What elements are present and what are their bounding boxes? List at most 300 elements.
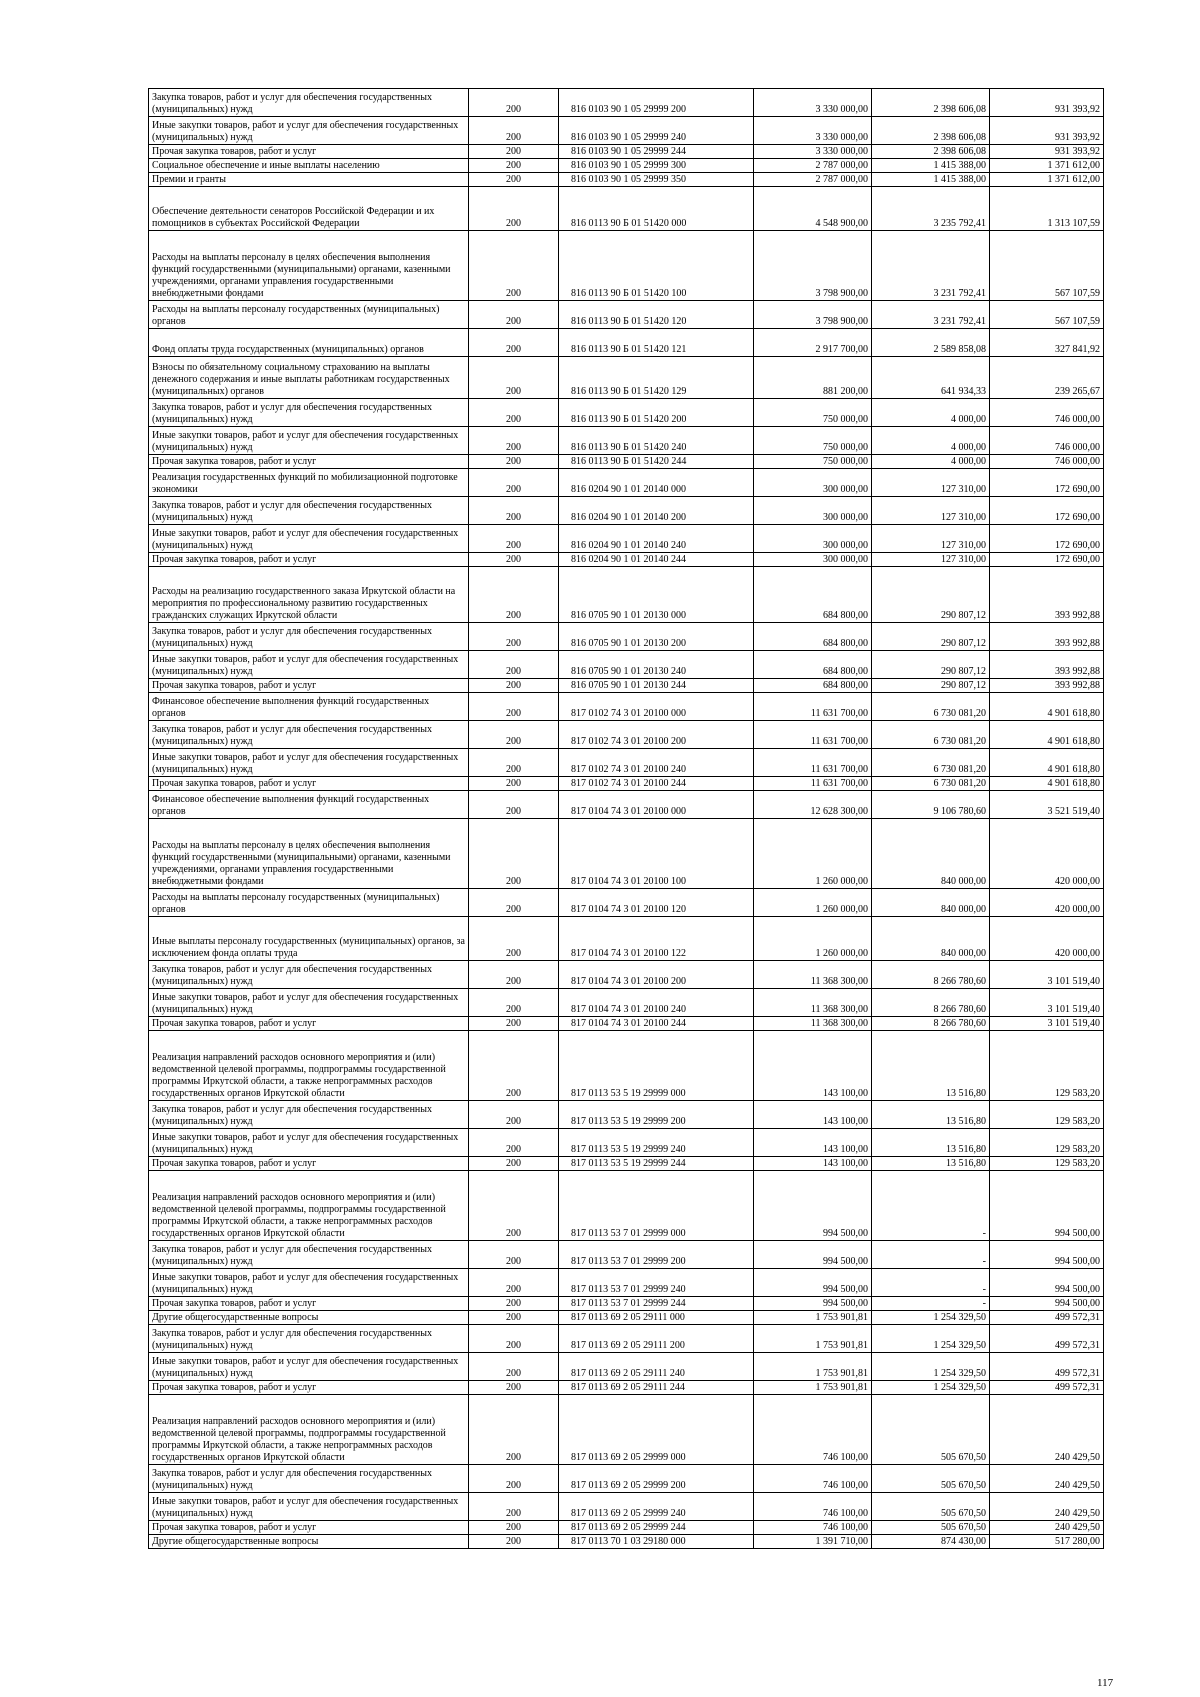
budget-classification-code-cell: 816 0705 90 1 01 20130 240 [559, 651, 754, 679]
table-row [149, 399, 1104, 427]
unexecuted-amount-cell: 240 429,50 [990, 1493, 1104, 1521]
executed-amount-cell: 127 310,00 [872, 525, 990, 553]
budget-classification-code-cell: 816 0113 90 Б 01 51420 100 [559, 231, 754, 301]
unexecuted-amount-cell: 327 841,92 [990, 329, 1104, 357]
line-code-cell: 200 [469, 1269, 559, 1297]
table-row [149, 1297, 1104, 1311]
approved-amount-cell: 3 798 900,00 [754, 301, 872, 329]
budget-classification-code-cell: 817 0102 74 3 01 20100 200 [559, 721, 754, 749]
line-code-cell: 200 [469, 1297, 559, 1311]
budget-classification-code-cell: 817 0113 53 5 19 29999 000 [559, 1031, 754, 1101]
budget-classification-code-cell: 817 0102 74 3 01 20100 244 [559, 777, 754, 791]
expense-name-cell: Закупка товаров, работ и услуг для обеспечения государственных (муниципальных) нужд [149, 1325, 469, 1353]
executed-amount-cell: - [872, 1171, 990, 1241]
table-row [149, 1101, 1104, 1129]
budget-classification-code-cell: 817 0113 70 1 03 29180 000 [559, 1535, 754, 1549]
unexecuted-amount-cell: 1 371 612,00 [990, 173, 1104, 187]
expense-name-cell: Закупка товаров, работ и услуг для обеспечения государственных (муниципальных) нужд [149, 961, 469, 989]
table-row [149, 989, 1104, 1017]
unexecuted-amount-cell: 746 000,00 [990, 455, 1104, 469]
approved-amount-cell: 300 000,00 [754, 497, 872, 525]
line-code-cell: 200 [469, 749, 559, 777]
executed-amount-cell: 3 231 792,41 [872, 301, 990, 329]
approved-amount-cell: 1 753 901,81 [754, 1353, 872, 1381]
executed-amount-cell: 4 000,00 [872, 399, 990, 427]
approved-amount-cell: 143 100,00 [754, 1101, 872, 1129]
table-body [149, 89, 1104, 1549]
unexecuted-amount-cell: 4 901 618,80 [990, 777, 1104, 791]
executed-amount-cell: 505 670,50 [872, 1521, 990, 1535]
line-code-cell: 200 [469, 553, 559, 567]
budget-classification-code-cell: 816 0103 90 1 05 29999 350 [559, 173, 754, 187]
executed-amount-cell: 1 415 388,00 [872, 159, 990, 173]
line-code-cell: 200 [469, 1381, 559, 1395]
executed-amount-cell: 1 254 329,50 [872, 1311, 990, 1325]
table-row [149, 525, 1104, 553]
budget-classification-code-cell: 816 0705 90 1 01 20130 200 [559, 623, 754, 651]
unexecuted-amount-cell: 746 000,00 [990, 399, 1104, 427]
unexecuted-amount-cell: 239 265,67 [990, 357, 1104, 399]
budget-classification-code-cell: 817 0113 69 2 05 29111 000 [559, 1311, 754, 1325]
line-code-cell: 200 [469, 1465, 559, 1493]
executed-amount-cell: 2 398 606,08 [872, 89, 990, 117]
unexecuted-amount-cell: 3 521 519,40 [990, 791, 1104, 819]
executed-amount-cell: 874 430,00 [872, 1535, 990, 1549]
line-code-cell: 200 [469, 187, 559, 231]
approved-amount-cell: 11 631 700,00 [754, 777, 872, 791]
table-row [149, 187, 1104, 231]
executed-amount-cell: 13 516,80 [872, 1031, 990, 1101]
unexecuted-amount-cell: 420 000,00 [990, 819, 1104, 889]
approved-amount-cell: 1 391 710,00 [754, 1535, 872, 1549]
table-row [149, 679, 1104, 693]
line-code-cell: 200 [469, 497, 559, 525]
line-code-cell: 200 [469, 721, 559, 749]
unexecuted-amount-cell: 4 901 618,80 [990, 693, 1104, 721]
unexecuted-amount-cell: 931 393,92 [990, 145, 1104, 159]
unexecuted-amount-cell: 3 101 519,40 [990, 1017, 1104, 1031]
line-code-cell: 200 [469, 1535, 559, 1549]
expense-name-cell: Социальное обеспечение и иные выплаты населению [149, 159, 469, 173]
expense-name-cell: Закупка товаров, работ и услуг для обеспечения государственных (муниципальных) нужд [149, 623, 469, 651]
expense-name-cell: Реализация направлений расходов основного мероприятия и (или) ведомственной целевой программы, подпрограммы государственной программы Иркутской области, а также непрограммных расходов государственных органов Иркутской области [149, 1171, 469, 1241]
line-code-cell: 200 [469, 961, 559, 989]
line-code-cell: 200 [469, 819, 559, 889]
unexecuted-amount-cell: 931 393,92 [990, 89, 1104, 117]
approved-amount-cell: 684 800,00 [754, 623, 872, 651]
expense-name-cell: Финансовое обеспечение выполнения функций государственных органов [149, 791, 469, 819]
executed-amount-cell: - [872, 1269, 990, 1297]
table-row [149, 777, 1104, 791]
expense-name-cell: Реализация направлений расходов основного мероприятия и (или) ведомственной целевой программы, подпрограммы государственной программы Иркутской области, а также непрограммных расходов государственных органов Иркутской области [149, 1395, 469, 1465]
expense-name-cell: Расходы на выплаты персоналу государственных (муниципальных) органов [149, 889, 469, 917]
budget-classification-code-cell: 816 0204 90 1 01 20140 240 [559, 525, 754, 553]
executed-amount-cell: 641 934,33 [872, 357, 990, 399]
line-code-cell: 200 [469, 651, 559, 679]
budget-classification-code-cell: 816 0204 90 1 01 20140 244 [559, 553, 754, 567]
table-row [149, 1521, 1104, 1535]
budget-classification-code-cell: 817 0113 69 2 05 29999 200 [559, 1465, 754, 1493]
line-code-cell: 200 [469, 679, 559, 693]
approved-amount-cell: 11 631 700,00 [754, 693, 872, 721]
unexecuted-amount-cell: 420 000,00 [990, 917, 1104, 961]
unexecuted-amount-cell: 994 500,00 [990, 1297, 1104, 1311]
line-code-cell: 200 [469, 777, 559, 791]
budget-classification-code-cell: 817 0104 74 3 01 20100 120 [559, 889, 754, 917]
expense-name-cell: Финансовое обеспечение выполнения функций государственных органов [149, 693, 469, 721]
unexecuted-amount-cell: 172 690,00 [990, 525, 1104, 553]
expense-name-cell: Фонд оплаты труда государственных (муниципальных) органов [149, 329, 469, 357]
executed-amount-cell: 13 516,80 [872, 1157, 990, 1171]
expense-name-cell: Прочая закупка товаров, работ и услуг [149, 1157, 469, 1171]
expense-name-cell: Иные закупки товаров, работ и услуг для обеспечения государственных (муниципальных) нужд [149, 989, 469, 1017]
approved-amount-cell: 11 631 700,00 [754, 721, 872, 749]
table-row [149, 623, 1104, 651]
table-row [149, 1017, 1104, 1031]
budget-classification-code-cell: 817 0113 69 2 05 29999 244 [559, 1521, 754, 1535]
executed-amount-cell: 8 266 780,60 [872, 1017, 990, 1031]
line-code-cell: 200 [469, 1017, 559, 1031]
approved-amount-cell: 2 917 700,00 [754, 329, 872, 357]
executed-amount-cell: 290 807,12 [872, 651, 990, 679]
approved-amount-cell: 11 368 300,00 [754, 1017, 872, 1031]
expense-name-cell: Прочая закупка товаров, работ и услуг [149, 1521, 469, 1535]
expense-name-cell: Прочая закупка товаров, работ и услуг [149, 1017, 469, 1031]
executed-amount-cell: 127 310,00 [872, 553, 990, 567]
budget-classification-code-cell: 816 0113 90 Б 01 51420 244 [559, 455, 754, 469]
approved-amount-cell: 750 000,00 [754, 399, 872, 427]
approved-amount-cell: 143 100,00 [754, 1157, 872, 1171]
line-code-cell: 200 [469, 159, 559, 173]
approved-amount-cell: 2 787 000,00 [754, 173, 872, 187]
expense-name-cell: Закупка товаров, работ и услуг для обеспечения государственных (муниципальных) нужд [149, 497, 469, 525]
table-row [149, 1171, 1104, 1241]
table-row [149, 497, 1104, 525]
line-code-cell: 200 [469, 525, 559, 553]
line-code-cell: 200 [469, 1031, 559, 1101]
approved-amount-cell: 11 368 300,00 [754, 961, 872, 989]
expense-name-cell: Прочая закупка товаров, работ и услуг [149, 1297, 469, 1311]
approved-amount-cell: 3 330 000,00 [754, 145, 872, 159]
expense-name-cell: Закупка товаров, работ и услуг для обеспечения государственных (муниципальных) нужд [149, 399, 469, 427]
table-row [149, 357, 1104, 399]
approved-amount-cell: 994 500,00 [754, 1297, 872, 1311]
budget-classification-code-cell: 816 0113 90 Б 01 51420 121 [559, 329, 754, 357]
executed-amount-cell: 290 807,12 [872, 567, 990, 623]
unexecuted-amount-cell: 3 101 519,40 [990, 989, 1104, 1017]
budget-classification-code-cell: 817 0113 69 2 05 29999 240 [559, 1493, 754, 1521]
table-row [149, 173, 1104, 187]
expense-name-cell: Расходы на выплаты персоналу в целях обеспечения выполнения функций государственными (муниципальными) органами, казенными учреждениями, органами управления государственными внебюджетными фондами [149, 819, 469, 889]
expense-name-cell: Иные закупки товаров, работ и услуг для обеспечения государственных (муниципальных) нужд [149, 1269, 469, 1297]
executed-amount-cell: 505 670,50 [872, 1493, 990, 1521]
budget-classification-code-cell: 817 0102 74 3 01 20100 000 [559, 693, 754, 721]
executed-amount-cell: 9 106 780,60 [872, 791, 990, 819]
line-code-cell: 200 [469, 89, 559, 117]
budget-classification-code-cell: 816 0103 90 1 05 29999 300 [559, 159, 754, 173]
unexecuted-amount-cell: 129 583,20 [990, 1129, 1104, 1157]
budget-classification-code-cell: 816 0204 90 1 01 20140 200 [559, 497, 754, 525]
unexecuted-amount-cell: 129 583,20 [990, 1157, 1104, 1171]
line-code-cell: 200 [469, 173, 559, 187]
approved-amount-cell: 1 260 000,00 [754, 889, 872, 917]
unexecuted-amount-cell: 393 992,88 [990, 623, 1104, 651]
approved-amount-cell: 1 753 901,81 [754, 1381, 872, 1395]
executed-amount-cell: 2 398 606,08 [872, 117, 990, 145]
executed-amount-cell: 1 254 329,50 [872, 1353, 990, 1381]
expense-name-cell: Закупка товаров, работ и услуг для обеспечения государственных (муниципальных) нужд [149, 721, 469, 749]
approved-amount-cell: 881 200,00 [754, 357, 872, 399]
approved-amount-cell: 684 800,00 [754, 567, 872, 623]
budget-classification-code-cell: 816 0705 90 1 01 20130 000 [559, 567, 754, 623]
table-row [149, 791, 1104, 819]
unexecuted-amount-cell: 517 280,00 [990, 1535, 1104, 1549]
approved-amount-cell: 994 500,00 [754, 1269, 872, 1297]
expense-name-cell: Прочая закупка товаров, работ и услуг [149, 145, 469, 159]
line-code-cell: 200 [469, 455, 559, 469]
approved-amount-cell: 746 100,00 [754, 1493, 872, 1521]
unexecuted-amount-cell: 129 583,20 [990, 1101, 1104, 1129]
expense-name-cell: Прочая закупка товаров, работ и услуг [149, 777, 469, 791]
executed-amount-cell: 2 589 858,08 [872, 329, 990, 357]
unexecuted-amount-cell: 499 572,31 [990, 1381, 1104, 1395]
expense-name-cell: Прочая закупка товаров, работ и услуг [149, 553, 469, 567]
executed-amount-cell: 840 000,00 [872, 889, 990, 917]
page-number: 117 [1097, 1677, 1114, 1689]
approved-amount-cell: 12 628 300,00 [754, 791, 872, 819]
expense-name-cell: Иные закупки товаров, работ и услуг для обеспечения государственных (муниципальных) нужд [149, 117, 469, 145]
approved-amount-cell: 994 500,00 [754, 1241, 872, 1269]
unexecuted-amount-cell: 499 572,31 [990, 1311, 1104, 1325]
approved-amount-cell: 4 548 900,00 [754, 187, 872, 231]
table-row [149, 1129, 1104, 1157]
line-code-cell: 200 [469, 301, 559, 329]
budget-classification-code-cell: 816 0113 90 Б 01 51420 240 [559, 427, 754, 455]
expense-name-cell: Другие общегосударственные вопросы [149, 1311, 469, 1325]
table-row [149, 961, 1104, 989]
approved-amount-cell: 143 100,00 [754, 1031, 872, 1101]
executed-amount-cell: 290 807,12 [872, 623, 990, 651]
unexecuted-amount-cell: 129 583,20 [990, 1031, 1104, 1101]
approved-amount-cell: 3 330 000,00 [754, 89, 872, 117]
expense-name-cell: Прочая закупка товаров, работ и услуг [149, 1381, 469, 1395]
expense-name-cell: Иные закупки товаров, работ и услуг для обеспечения государственных (муниципальных) нужд [149, 651, 469, 679]
unexecuted-amount-cell: 172 690,00 [990, 553, 1104, 567]
line-code-cell: 200 [469, 1493, 559, 1521]
unexecuted-amount-cell: 240 429,50 [990, 1521, 1104, 1535]
unexecuted-amount-cell: 393 992,88 [990, 651, 1104, 679]
expense-name-cell: Иные закупки товаров, работ и услуг для обеспечения государственных (муниципальных) нужд [149, 427, 469, 455]
line-code-cell: 200 [469, 917, 559, 961]
expense-name-cell: Реализация государственных функций по мобилизационной подготовке экономики [149, 469, 469, 497]
line-code-cell: 200 [469, 1395, 559, 1465]
unexecuted-amount-cell: 994 500,00 [990, 1171, 1104, 1241]
table-row [149, 301, 1104, 329]
table-row [149, 1353, 1104, 1381]
approved-amount-cell: 1 260 000,00 [754, 819, 872, 889]
table-row [149, 1269, 1104, 1297]
budget-classification-code-cell: 816 0113 90 Б 01 51420 200 [559, 399, 754, 427]
budget-classification-code-cell: 817 0113 53 7 01 29999 240 [559, 1269, 754, 1297]
unexecuted-amount-cell: 1 313 107,59 [990, 187, 1104, 231]
expense-name-cell: Обеспечение деятельности сенаторов Российской Федерации и их помощников в субъектах Российской Федерации [149, 187, 469, 231]
approved-amount-cell: 994 500,00 [754, 1171, 872, 1241]
unexecuted-amount-cell: 1 371 612,00 [990, 159, 1104, 173]
executed-amount-cell: 6 730 081,20 [872, 749, 990, 777]
table-row [149, 145, 1104, 159]
line-code-cell: 200 [469, 693, 559, 721]
expense-name-cell: Прочая закупка товаров, работ и услуг [149, 455, 469, 469]
executed-amount-cell: - [872, 1241, 990, 1269]
table-row [149, 1311, 1104, 1325]
approved-amount-cell: 746 100,00 [754, 1465, 872, 1493]
unexecuted-amount-cell: 420 000,00 [990, 889, 1104, 917]
line-code-cell: 200 [469, 989, 559, 1017]
approved-amount-cell: 300 000,00 [754, 469, 872, 497]
approved-amount-cell: 746 100,00 [754, 1395, 872, 1465]
table-row [149, 231, 1104, 301]
budget-classification-code-cell: 817 0113 69 2 05 29111 244 [559, 1381, 754, 1395]
table-row [149, 159, 1104, 173]
table-row [149, 721, 1104, 749]
line-code-cell: 200 [469, 567, 559, 623]
budget-classification-code-cell: 817 0104 74 3 01 20100 200 [559, 961, 754, 989]
line-code-cell: 200 [469, 469, 559, 497]
table-row [149, 1325, 1104, 1353]
line-code-cell: 200 [469, 1241, 559, 1269]
table-row [149, 89, 1104, 117]
executed-amount-cell: 4 000,00 [872, 455, 990, 469]
approved-amount-cell: 684 800,00 [754, 679, 872, 693]
line-code-cell: 200 [469, 623, 559, 651]
executed-amount-cell: 505 670,50 [872, 1465, 990, 1493]
budget-classification-code-cell: 817 0102 74 3 01 20100 240 [559, 749, 754, 777]
budget-classification-code-cell: 817 0113 53 5 19 29999 200 [559, 1101, 754, 1129]
unexecuted-amount-cell: 3 101 519,40 [990, 961, 1104, 989]
approved-amount-cell: 750 000,00 [754, 455, 872, 469]
line-code-cell: 200 [469, 1353, 559, 1381]
line-code-cell: 200 [469, 427, 559, 455]
approved-amount-cell: 300 000,00 [754, 525, 872, 553]
executed-amount-cell: 6 730 081,20 [872, 721, 990, 749]
expense-name-cell: Прочая закупка товаров, работ и услуг [149, 679, 469, 693]
executed-amount-cell: 1 415 388,00 [872, 173, 990, 187]
expense-name-cell: Взносы по обязательному социальному страхованию на выплаты денежного содержания и иные выплаты работникам государственных (муниципальных) органов [149, 357, 469, 399]
budget-classification-code-cell: 817 0104 74 3 01 20100 240 [559, 989, 754, 1017]
approved-amount-cell: 3 798 900,00 [754, 231, 872, 301]
table-row [149, 1157, 1104, 1171]
table-row [149, 1465, 1104, 1493]
budget-classification-code-cell: 816 0113 90 Б 01 51420 129 [559, 357, 754, 399]
unexecuted-amount-cell: 994 500,00 [990, 1269, 1104, 1297]
executed-amount-cell: 8 266 780,60 [872, 989, 990, 1017]
approved-amount-cell: 11 631 700,00 [754, 749, 872, 777]
budget-classification-code-cell: 817 0113 53 7 01 29999 200 [559, 1241, 754, 1269]
expense-name-cell: Иные закупки товаров, работ и услуг для обеспечения государственных (муниципальных) нужд [149, 1493, 469, 1521]
unexecuted-amount-cell: 393 992,88 [990, 679, 1104, 693]
budget-classification-code-cell: 817 0113 53 5 19 29999 244 [559, 1157, 754, 1171]
table-row [149, 329, 1104, 357]
approved-amount-cell: 1 753 901,81 [754, 1311, 872, 1325]
table-row [149, 917, 1104, 961]
expense-name-cell: Иные закупки товаров, работ и услуг для обеспечения государственных (муниципальных) нужд [149, 749, 469, 777]
budget-classification-code-cell: 816 0113 90 Б 01 51420 000 [559, 187, 754, 231]
budget-classification-code-cell: 817 0113 69 2 05 29111 240 [559, 1353, 754, 1381]
unexecuted-amount-cell: 499 572,31 [990, 1325, 1104, 1353]
line-code-cell: 200 [469, 889, 559, 917]
approved-amount-cell: 1 753 901,81 [754, 1325, 872, 1353]
budget-classification-code-cell: 817 0113 53 7 01 29999 000 [559, 1171, 754, 1241]
expense-name-cell: Расходы на реализацию государственного заказа Иркутской области на мероприятия по профессиональному развитию государственных гражданских служащих Иркутской области [149, 567, 469, 623]
expense-name-cell: Закупка товаров, работ и услуг для обеспечения государственных (муниципальных) нужд [149, 1101, 469, 1129]
budget-classification-code-cell: 816 0204 90 1 01 20140 000 [559, 469, 754, 497]
line-code-cell: 200 [469, 357, 559, 399]
unexecuted-amount-cell: 931 393,92 [990, 117, 1104, 145]
table-row [149, 1493, 1104, 1521]
budget-classification-code-cell: 817 0113 53 7 01 29999 244 [559, 1297, 754, 1311]
executed-amount-cell: 6 730 081,20 [872, 693, 990, 721]
unexecuted-amount-cell: 499 572,31 [990, 1353, 1104, 1381]
table-row [149, 1535, 1104, 1549]
approved-amount-cell: 2 787 000,00 [754, 159, 872, 173]
table-row [149, 1241, 1104, 1269]
executed-amount-cell: 3 235 792,41 [872, 187, 990, 231]
budget-classification-code-cell: 817 0113 69 2 05 29999 000 [559, 1395, 754, 1465]
line-code-cell: 200 [469, 1101, 559, 1129]
table-row [149, 553, 1104, 567]
table-row [149, 889, 1104, 917]
table-row [149, 567, 1104, 623]
executed-amount-cell: 13 516,80 [872, 1101, 990, 1129]
unexecuted-amount-cell: 172 690,00 [990, 497, 1104, 525]
line-code-cell: 200 [469, 231, 559, 301]
table-row [149, 427, 1104, 455]
budget-classification-code-cell: 817 0113 69 2 05 29111 200 [559, 1325, 754, 1353]
approved-amount-cell: 3 330 000,00 [754, 117, 872, 145]
line-code-cell: 200 [469, 1311, 559, 1325]
expense-name-cell: Реализация направлений расходов основного мероприятия и (или) ведомственной целевой программы, подпрограммы государственной программы Иркутской области, а также непрограммных расходов государственных органов Иркутской области [149, 1031, 469, 1101]
unexecuted-amount-cell: 994 500,00 [990, 1241, 1104, 1269]
unexecuted-amount-cell: 4 901 618,80 [990, 749, 1104, 777]
budget-classification-code-cell: 817 0104 74 3 01 20100 000 [559, 791, 754, 819]
budget-classification-code-cell: 817 0104 74 3 01 20100 244 [559, 1017, 754, 1031]
table-row [149, 117, 1104, 145]
expense-name-cell: Иные закупки товаров, работ и услуг для обеспечения государственных (муниципальных) нужд [149, 525, 469, 553]
line-code-cell: 200 [469, 1171, 559, 1241]
executed-amount-cell: 127 310,00 [872, 469, 990, 497]
table-row [149, 1031, 1104, 1101]
approved-amount-cell: 11 368 300,00 [754, 989, 872, 1017]
unexecuted-amount-cell: 240 429,50 [990, 1465, 1104, 1493]
executed-amount-cell: 290 807,12 [872, 679, 990, 693]
line-code-cell: 200 [469, 145, 559, 159]
executed-amount-cell: 1 254 329,50 [872, 1325, 990, 1353]
approved-amount-cell: 750 000,00 [754, 427, 872, 455]
executed-amount-cell: 840 000,00 [872, 819, 990, 889]
line-code-cell: 200 [469, 399, 559, 427]
approved-amount-cell: 300 000,00 [754, 553, 872, 567]
line-code-cell: 200 [469, 1325, 559, 1353]
expense-name-cell: Закупка товаров, работ и услуг для обеспечения государственных (муниципальных) нужд [149, 89, 469, 117]
budget-classification-code-cell: 816 0103 90 1 05 29999 244 [559, 145, 754, 159]
budget-classification-code-cell: 817 0113 53 5 19 29999 240 [559, 1129, 754, 1157]
executed-amount-cell: 505 670,50 [872, 1395, 990, 1465]
budget-classification-code-cell: 816 0113 90 Б 01 51420 120 [559, 301, 754, 329]
executed-amount-cell: - [872, 1297, 990, 1311]
unexecuted-amount-cell: 240 429,50 [990, 1395, 1104, 1465]
executed-amount-cell: 4 000,00 [872, 427, 990, 455]
executed-amount-cell: 1 254 329,50 [872, 1381, 990, 1395]
